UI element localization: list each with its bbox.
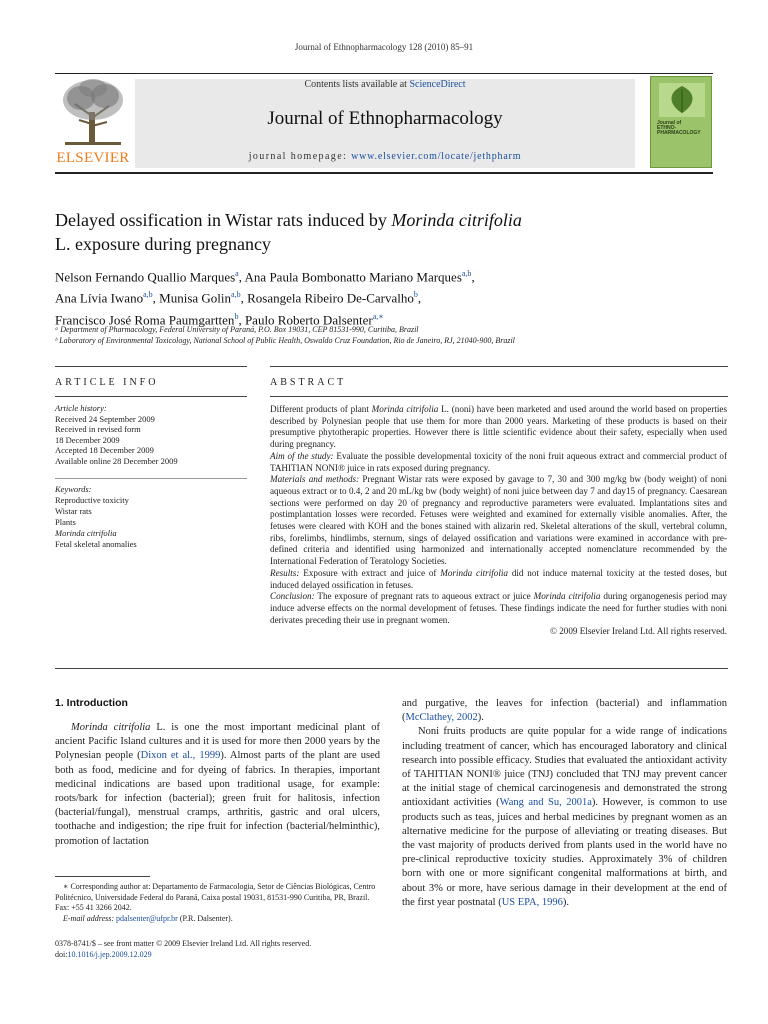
cover-line: Journal of <box>657 120 682 126</box>
author-name[interactable]: Paulo Roberto Dalsenter <box>244 311 373 327</box>
abstract-conclusion: Conclusion: The exposure of pregnant rats to aqueous extract or juice Morinda citrifolia during organogenesis period may induce adverse effects on the normal development of fetuses. These findings indicate the need for further studies with noni derivates preceding their use in pregnant women. <box>270 591 728 625</box>
abstract-rule-bottom <box>55 668 728 669</box>
author-name[interactable]: Rosangela Ribeiro De-Carvalho <box>247 290 414 306</box>
article-title <box>55 208 655 256</box>
keyword-item: Fetal skeletal anomalies <box>55 539 137 549</box>
abstract-rule <box>270 396 728 397</box>
abstract-heading: ABSTRACT <box>270 377 347 388</box>
citation-link[interactable]: US EPA, 1996 <box>501 896 563 908</box>
corresponding-author: ∗ Corresponding author at: Departamento de Farmacologia, Setor de Ciências Biológicas, Centro Politécnico, Universidade Federal do Paraná, Caixa postal 19031, 81531-990 Curitiba, PR, Brazil. Fax: +55 41 3266 2042. <box>55 882 376 912</box>
author-name[interactable]: Munisa Golin <box>159 290 232 306</box>
intro-paragraph: Morinda citrifolia L. is one the most important medicinal plant of ancient Pacific Island cultures and it is used for more then 2000 years by the Polynesian people (Dixon et al., 1999). Almost parts of the plant are used both as food, medicine and for dyeing of fabrics. In therapies, important medicinal indications are based upon traditional usage, for example: roots/bark for infection (bacterial); green fruit for halitosis, infection (bacterial/fungal), menstrual cramps, arthritis, gastric and oral ulcers, toothache and indigestion; the ripe fruit for infection (bacterial/helminthic), promotion of lactation <box>55 722 381 847</box>
contents-prefix: Contents lists available at <box>304 79 410 90</box>
abstract-rule-top <box>270 366 728 367</box>
sciencedirect-link[interactable]: ScienceDirect <box>409 79 466 90</box>
author-name[interactable]: Ana Lívia Iwano <box>55 290 144 306</box>
article-history <box>55 403 245 466</box>
keyword-item: Morinda citrifolia <box>55 528 117 538</box>
footnote-rule <box>55 876 150 877</box>
cover-text <box>657 121 707 136</box>
author-name[interactable]: Nelson Fernando Quallio Marques <box>55 269 236 285</box>
intro-left-column <box>55 721 380 849</box>
title-text-2: L. exposure during pregnancy <box>55 234 271 254</box>
header-rule-top <box>55 73 713 74</box>
journal-citation: Journal of Ethnopharmacology 128 (2010) 85–91 <box>294 42 474 52</box>
abstract-methods: Materials and methods: Pregnant Wistar rats were exposed by gavage to 7, 30 and 300 mg/kg bw (body weight) of noni aqueous extract or to 0.4, 2 and 20 mL/kg bw (body weight) of noni juice between day 7 and day15 of pregnancy. Caesarean sections were performed on day 20 of pregnancy and reproductive parameters were evaluated. Implantations sites and postimplantation losses were recorded. Fetuses were weighted and examined for externally visible anomalies. After, the fetuses were cleared with KOH and the bones stained with alizarin red. Skeletal alterations of the skull, vertebral column, ribs, forelimbs, hindlimbs, sternum, sings of delayed ossification and variations were examined in accordance with pre-defined criteria and identified using harmonized and internationally accepted nomenclature recommended by the International Federation of Teratology Societies. <box>270 474 727 567</box>
intro-right-column <box>402 697 727 910</box>
title-text: Delayed ossification in Wistar rats induced by <box>55 210 392 230</box>
author-affil-mark[interactable]: a <box>235 269 239 278</box>
intro-paragraph: and purgative, the leaves for infection (bacterial) and inflammation (McClathey, 2002). <box>402 698 727 724</box>
author-name[interactable]: Francisco José Roma Paumgartten <box>55 311 235 327</box>
history-item: 18 December 2009 <box>55 434 120 445</box>
keyword-item: Wistar rats <box>55 506 92 516</box>
intro-paragraph: Noni fruits products are quite popular for a wide range of indications including treatment of cancer, which has encouraged laboratory and clinical research into possible efficacy. Studies that evaluated the antioxidant activity of TAHITIAN NONI® juice (TNJ) concluded that TNJ may prevent cancer at the initial stage of chemical carcinogenesis and demonstrated the strong antioxidant activities (Wang and Su, 2001a). However, is common to use products such as teas, juices and herbal medicines by pregnant women as an alternative medicine for the purpose of alleviating or treating diseases. But the vast majority of products derived from plants used in the world have no pre-clinical reproductive toxicity studies. Approximately 3% of children born with one or more significant congenital malformations at birth, and about 3% or more, have serious damage in their development at the end of the first year postnatal (US EPA, 1996). <box>402 726 728 908</box>
elsevier-wordmark: ELSEVIER <box>56 150 130 166</box>
author-affil-mark[interactable]: b <box>413 290 418 300</box>
citation-link[interactable]: Wang and Su, 2001a <box>499 797 592 809</box>
history-item: Received 24 September 2009 <box>55 413 155 424</box>
author-affil-mark[interactable]: a,b <box>461 269 472 278</box>
abstract-body <box>270 404 727 638</box>
abstract-copyright: © 2009 Elsevier Ireland Ltd. All rights reserved. <box>550 626 727 637</box>
header-rule-bottom <box>55 172 713 174</box>
keyword-item: Reproductive toxicity <box>55 495 129 505</box>
author-affil-mark[interactable]: b <box>234 311 239 321</box>
cover-leaf-icon <box>659 83 705 117</box>
article-info-rule-top <box>55 366 247 367</box>
keywords-label: Keywords: <box>55 484 92 494</box>
abstract-intro: Different products of plant Morinda citrifolia L. (noni) have been marketed and used around the world based on properties described by Polynesian people that use them for more than 2000 years. Marketing of these products is based on their presumptive phytotherapic properties. However there is little scientific evidence about their safety, especially when used during pregnancy. <box>270 404 728 450</box>
issn-line: 0378-8741/$ – see front matter © 2009 Elsevier Ireland Ltd. All rights reserved. <box>55 939 312 948</box>
journal-cover-thumbnail <box>650 76 712 168</box>
journal-title: Journal of Ethnopharmacology <box>267 108 503 129</box>
citation-link[interactable]: McClathey, 2002 <box>405 712 478 724</box>
citation-link[interactable]: Dixon et al., 1999 <box>140 750 221 762</box>
section-heading-introduction: 1. Introduction <box>55 697 128 709</box>
email-line: E-mail address: pdalsenter@ufpr.br (P.R. Dalsenter). <box>63 913 233 923</box>
keywords-divider <box>55 478 247 479</box>
abstract-results: Results: Exposure with extract and juice of Morinda citrifolia did not induce maternal toxicity at the tested doses, but induced delayed ossification in fetuses. <box>270 567 727 590</box>
keyword-item: Plants <box>55 517 76 527</box>
email-link[interactable]: pdalsenter@ufpr.br <box>116 913 178 923</box>
affiliation-b: ᵇ Laboratory of Environmental Toxicology, National School of Public Health, Oswaldo Cruz Foundation, Rio de Janeiro, RJ, 21040-900, Brazil <box>55 336 515 345</box>
cover-line: ETHNO- <box>657 125 677 131</box>
author-affil-mark[interactable]: a,∗ <box>372 311 384 321</box>
history-item: Accepted 18 December 2009 <box>55 445 154 455</box>
front-matter <box>55 938 385 960</box>
article-info-heading: ARTICLE INFO <box>55 377 159 388</box>
cover-line: PHARMACOLOGY <box>657 130 701 136</box>
keywords <box>55 484 245 550</box>
author-name[interactable]: Ana Paula Bombonatto Mariano Marques <box>244 269 462 285</box>
corresponding-author-footnote <box>55 882 385 924</box>
author-affil-mark[interactable]: a,b <box>143 290 153 300</box>
history-item: Received in revised form <box>55 424 141 434</box>
journal-homepage <box>135 151 635 162</box>
affiliation-a: ᵃ Department of Pharmacology, Federal University of Paraná, P.O. Box 19031, CEP 81531-990, Curitiba, Brazil <box>55 325 419 334</box>
doi-link[interactable]: 10.1016/j.jep.2009.12.029 <box>67 950 152 959</box>
history-item: Available online 28 December 2009 <box>55 455 178 466</box>
contents-available <box>135 79 635 90</box>
homepage-url-link[interactable]: www.elsevier.com/locate/jethpharm <box>351 151 522 162</box>
history-label: Article history: <box>55 403 107 413</box>
article-info-rule <box>55 396 247 397</box>
author-list: Nelson Fernando Quallio Marques$^a$, Ana Paula Bombonatto Mariano Marques$^{a,b}$, Ana Lívia Iwano$^{a,b}$, Munisa Golin$^{a,b}$, Rosangela Ribeiro De-Carvalho$^b$, Francisco José Roma Paumgartten$^b$, Paulo Roberto Dalsenter$^{a,∗}$ <box>55 269 475 327</box>
title-species: Morinda citrifolia <box>391 210 522 230</box>
abstract-aim: Aim of the study: Evaluate the possible developmental toxicity of the noni fruit aqueous extract and commercial product of TAHITIAN NONI® juice in rats exposed during pregnancy. <box>270 450 727 473</box>
homepage-label: journal homepage: <box>248 151 352 162</box>
doi-line: doi:10.1016/j.jep.2009.12.029 <box>55 950 152 959</box>
author-affil-mark[interactable]: a,b <box>231 290 241 300</box>
